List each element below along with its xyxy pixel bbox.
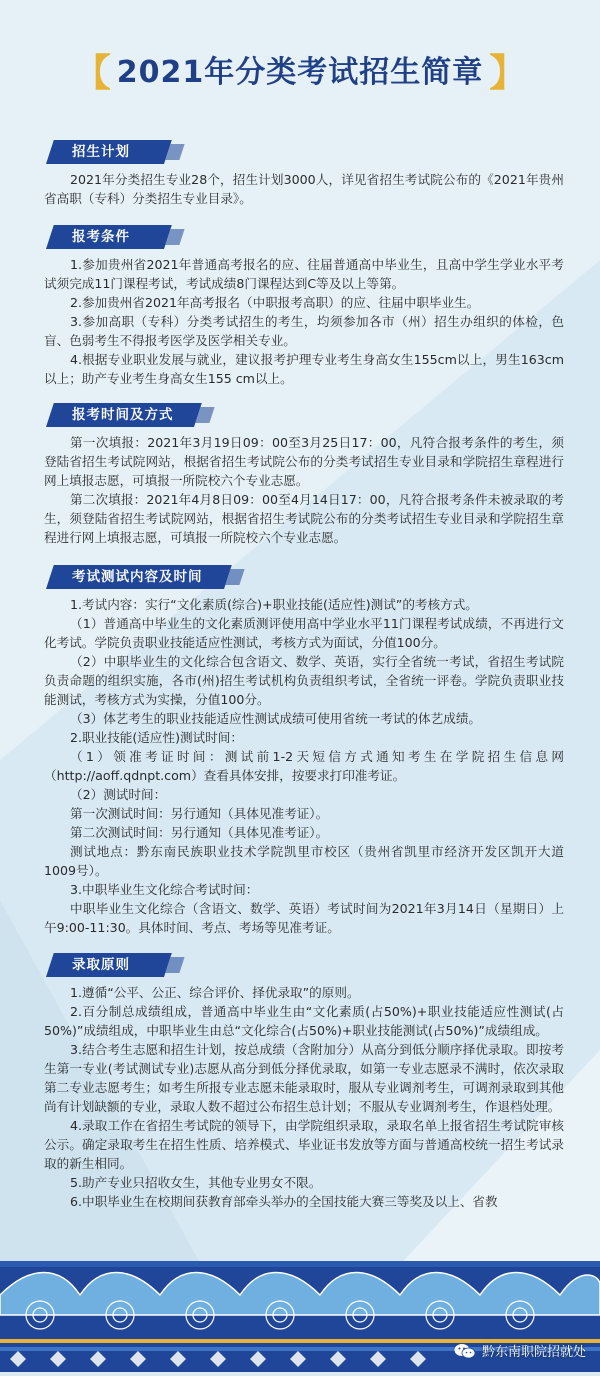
page-title — [50, 50, 550, 96]
paragraph: 6.中职毕业生在校期间获教育部牵头举办的全国技能大赛三等奖及以上、省教 — [70, 1194, 498, 1209]
wechat-icon — [454, 1342, 476, 1360]
paragraph: 3.中职毕业生文化综合考试时间： — [70, 882, 259, 897]
paragraph: 第一次填报：2021年3月19日09：00至3月25日17：00，凡符合报考条件的考生，须登陆省招生考试院网站，根据省招生考试院公布的分类考试招生专业目录和学院招生章程进行网上填报志愿，可填报一所院校六个专业志愿。 — [44, 435, 564, 488]
section-requirements — [44, 225, 564, 388]
section-heading: 招生计划 — [46, 140, 564, 164]
paragraph: 1.遵循“公平、公正、综合评价、择优录取”的原则。 — [70, 985, 360, 1000]
paragraph: （2）测试时间： — [70, 787, 167, 802]
section-heading: 报考条件 — [46, 225, 564, 249]
title-right-bracket: 】 — [489, 51, 528, 95]
section-heading: 录取原则 — [46, 953, 564, 977]
paragraph: 测试地点：黔东南民族职业技术学院凯里市校区（贵州省凯里市经济开发区凯开大道1009号）。 — [44, 844, 564, 878]
paragraph: 2.百分制总成绩组成，普通高中毕业生由“文化素质(占50%)+职业技能适应性测试(占50%)”成绩组成，中职毕业生由总“文化综合(占50%)+职业技能测试(占50%)”成绩组成。 — [44, 1004, 564, 1038]
paragraph: 1.考试内容：实行“文化素质(综合)+职业技能(适应性)测试”的考核方式。 — [70, 597, 478, 612]
paragraph: 第二次测试时间：另行通知（具体见准考证）。 — [70, 825, 329, 840]
paragraph: 4.根据专业职业发展与就业，建议报考护理专业考生身高女生155cm以上，男生163cm以上；助产专业考生身高女生155 cm以上。 — [44, 352, 564, 386]
section-registration-time — [44, 403, 564, 547]
paragraph: 第二次填报：2021年4月8日09：00至4月14日17：00，凡符合报考条件未被录取的考生，须登陆省招生考试院网站，根据省招生考试院公布的分类考试招生专业目录和学院招生章程进行网上填报志愿，可填报一所院校六个专业志愿。 — [44, 492, 564, 545]
watermark-text: 黔东南职院招就处 — [481, 1345, 586, 1360]
title-text: 2021年分类考试招生简章 — [116, 55, 484, 90]
paragraph: （1）领准考证时间：测试前1-2天短信方式通知考生在学院招生信息网（http://aoff.qdnpt.com）查看具体安排，按要求打印准考证。 — [44, 749, 564, 783]
title-left-bracket: 【 — [72, 51, 111, 95]
watermark — [454, 1341, 586, 1360]
paragraph: （3）体艺考生的职业技能适应性测试成绩可使用省统一考试的体艺成绩。 — [70, 711, 482, 726]
paragraph: 2.参加贵州省2021年高考报名（中职报考高职）的应、往届中职毕业生。 — [70, 295, 480, 310]
paragraph: 第一次测试时间：另行通知（具体见准考证）。 — [70, 806, 329, 821]
paragraph: 4.录取工作在省招生考试院的领导下，由学院组织录取，录取名单上报省招生考试院审核公示。确定录取考生在招生性质、培养模式、毕业证书发放等方面与普通高校统一招生考试录取的新生相同。 — [44, 1118, 564, 1171]
section-admission-principles — [44, 953, 564, 1211]
paragraph: 3.参加高职（专科）分类考试招生的考生，均须参加各市（州）招生办组织的体检，色盲、色弱考生不得报考医学及医学相关专业。 — [44, 314, 564, 348]
paragraph: 2021年分类招生专业28个，招生计划3000人，详见省招生考试院公布的《2021年贵州省高职（专科）分类招生专业目录》。 — [44, 172, 564, 206]
paragraph: 3.结合考生志愿和招生计划，按总成绩（含附加分）从高分到低分顺序择优录取。即按考生第一专业(考试测试专业)志愿从高分到低分择优录取，如第一专业志愿录不满时，依次录取第二专业志愿考生；如考生所报专业志愿未能录取时，服从专业调剂考生，可调剂录取到其他尚有计划缺额的专业，录取人数不超过公布招生总计划；不服从专业调剂考生，作退档处理。 — [44, 1042, 564, 1114]
paragraph: （2）中职毕业生的文化综合包含语文、数学、英语，实行全省统一考试，省招生考试院负责命题的组织实施，各市(州)招生考试机构负责组织考试，全省统一评卷。学院负责职业技能测试，考核方式为实操，分值100分。 — [44, 654, 564, 707]
footer-decoration — [0, 1255, 600, 1372]
paragraph: 1.参加贵州省2021年普通高考报名的应、往届普通高中毕业生，且高中学生学业水平考试须完成11门课程考试，考试成绩8门课程达到C等及以上等第。 — [44, 257, 564, 291]
section-exam-content — [44, 565, 564, 937]
paragraph: 2.职业技能(适应性)测试时间： — [70, 730, 243, 745]
paragraph: 5.助产专业只招收女生，其他专业男女不限。 — [70, 1175, 322, 1190]
paragraph: （1）普通高中毕业生的文化素质测评使用高中学业水平11门课程考试成绩，不再进行文化考试。学院负责职业技能适应性测试，考核方式为面试，分值100分。 — [44, 616, 564, 650]
section-heading: 报考时间及方式 — [46, 403, 564, 427]
section-heading: 考试测试内容及时间 — [46, 565, 564, 589]
paragraph: 中职毕业生文化综合（含语文、数学、英语）考试时间为2021年3月14日（星期日）上午9:00-11:30。具体时间、考点、考场等见准考证。 — [44, 901, 564, 935]
section-enrollment-plan — [44, 140, 564, 208]
